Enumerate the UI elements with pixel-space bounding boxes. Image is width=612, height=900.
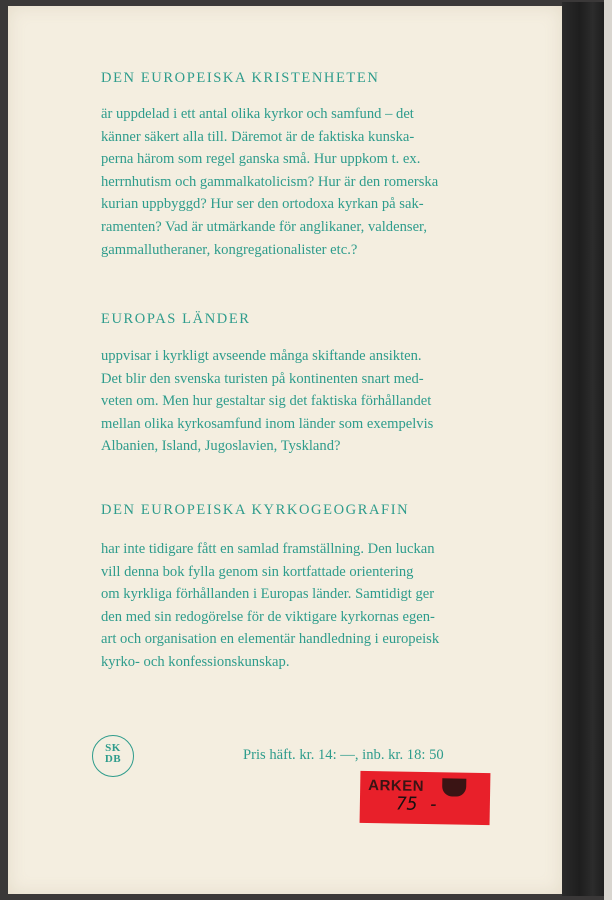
text-line: kyrko- och konfessionskunskap.	[101, 653, 290, 670]
paragraph-kyrkogeografin	[101, 538, 439, 674]
text-line: art och organisation en elementär handledning i europeisk	[101, 631, 440, 648]
paragraph-europas-lander	[101, 345, 433, 458]
heading-kyrkogeografin: DEN EUROPEISKA KYRKOGEOGRAFIN	[101, 502, 410, 518]
text-line: känner säkert alla till. Däremot är de faktiska kunska-	[101, 128, 415, 145]
logo-line-1: SK	[105, 742, 121, 754]
text-line: ramenten? Vad är utmärkande för anglikaner, valdenser,	[101, 218, 427, 235]
background-edge	[604, 0, 612, 900]
price-sticker	[360, 771, 491, 825]
text-line: den med sin redogörelse för de viktigare kyrkornas egen-	[101, 608, 435, 625]
publisher-logo	[92, 735, 134, 777]
text-line: vill denna bok fylla genom sin kortfattade orientering	[101, 563, 414, 580]
heading-europeiska-kristenheten: DEN EUROPEISKA KRISTENHETEN	[101, 70, 380, 86]
book-spine	[562, 2, 606, 896]
text-line: Det blir den svenska turisten på kontinenten snart med-	[101, 370, 424, 387]
text-line: Albanien, Island, Jugoslavien, Tyskland?	[101, 438, 341, 455]
text-line: veten om. Men hur gestaltar sig det faktiska förhållandet	[101, 393, 432, 410]
text-line: herrnhutism och gammalkatolicism? Hur är den romerska	[101, 173, 439, 190]
heading-europas-lander: EUROPAS LÄNDER	[101, 311, 251, 327]
text-line: uppvisar i kyrkligt avseende många skiftande ansikten.	[101, 348, 422, 364]
ship-logo-icon	[442, 778, 466, 796]
text-line: gammallutheraner, kongregationalister etc.?	[101, 241, 358, 258]
logo-line-2: DB	[104, 753, 122, 765]
text-line: om kyrkliga förhållanden i Europas länder. Samtidigt ger	[101, 586, 435, 603]
text-line: kurian uppbyggd? Hur ser den ortodoxa kyrkan på sak-	[101, 196, 424, 213]
text-line: har inte tidigare fått en samlad framställning. Den luckan	[101, 541, 435, 557]
sticker-handwritten-price: 75 -	[395, 793, 440, 816]
paragraph-kristenheten	[101, 103, 438, 261]
text-line: perna härom som regel ganska små. Hur uppkom t. ex.	[101, 151, 421, 168]
text-line: mellan olika kyrkosamfund inom länder som exempelvis	[101, 415, 434, 432]
price-text: Pris häft. kr. 14: —, inb. kr. 18: 50	[243, 747, 444, 763]
sticker-brand: ARKEN	[368, 777, 425, 795]
text-line: är uppdelad i ett antal olika kyrkor och samfund – det	[101, 106, 414, 122]
